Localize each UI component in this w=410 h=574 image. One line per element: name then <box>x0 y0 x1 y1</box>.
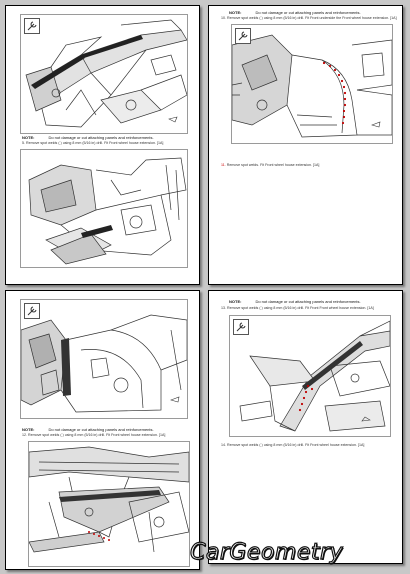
step-line: 12. Remove spot welds ( ) using 8 mm (5/16 in) drill. Fit Front wheel house extension. [1A] <box>22 433 166 437</box>
step-line: 14. Remove spot welds ( ) using 8 mm (5/16 in) drill. Fit Front wheel house extension. [1A] <box>221 443 365 447</box>
wrench-marker-icon <box>233 319 249 335</box>
note-label: NOTE: <box>229 299 242 304</box>
manual-page-bottom-left <box>5 290 200 570</box>
note-text: Do not damage or cut attaching panels and reinforcements. <box>48 427 154 432</box>
figure-front-rail-assembly <box>20 14 188 134</box>
wrench-marker-icon <box>235 28 251 44</box>
note-label: NOTE: <box>22 427 35 432</box>
step-line: 5. Remove spot welds ( ) using 8 mm (5/16 in) drill. Fit Front wheel house extension. [1A] <box>22 141 164 145</box>
step-line: 13. Remove spot welds ( ) using 8 mm (5/16 in) drill. Fit Front Front wheel house extension. [1A] <box>221 306 374 310</box>
figure-wheel-house-panel <box>20 149 188 268</box>
step-text: Remove spot welds. Fit Front wheel house extension. [1A] <box>226 163 320 167</box>
figure-front-apron <box>20 299 188 419</box>
note-label: NOTE: <box>22 135 35 140</box>
note-label: NOTE: <box>229 10 242 15</box>
note-line <box>22 427 154 432</box>
step-line <box>221 163 319 168</box>
step-number: 11. <box>221 163 226 167</box>
manual-page-top-left <box>5 5 200 285</box>
underbody-rail-drawing <box>29 442 189 566</box>
front-apron-drawing <box>21 300 187 418</box>
figure-underbody-rail <box>28 441 190 567</box>
wrench-marker-icon <box>24 303 40 319</box>
note-line <box>22 135 154 140</box>
wheel-arch-drawing <box>232 25 392 143</box>
front-rail-drawing <box>21 15 187 133</box>
cargeometry-logo: CarGeometry <box>190 540 344 565</box>
upper-rail-drawing <box>230 316 390 436</box>
note-text: Do not damage or cut attaching panels and reinforcements. <box>48 135 154 140</box>
figure-upper-rail-welds <box>229 315 391 437</box>
note-line <box>229 299 361 304</box>
note-line <box>229 10 361 15</box>
wheel-house-drawing <box>21 150 187 267</box>
step-line: 10. Remove spot welds ( ) using 8 mm (5/16 in) drill. Fit Front underside the Front wheel house extension. [1A] <box>221 16 397 20</box>
note-text: Do not damage or cut attaching panels and reinforcements. <box>255 10 361 15</box>
manual-page-top-right <box>208 5 403 285</box>
note-text: Do not damage or cut attaching panels and reinforcements. <box>255 299 361 304</box>
manual-page-bottom-right <box>208 290 403 564</box>
wrench-marker-icon <box>24 18 40 34</box>
figure-wheel-arch-welds <box>231 24 393 144</box>
